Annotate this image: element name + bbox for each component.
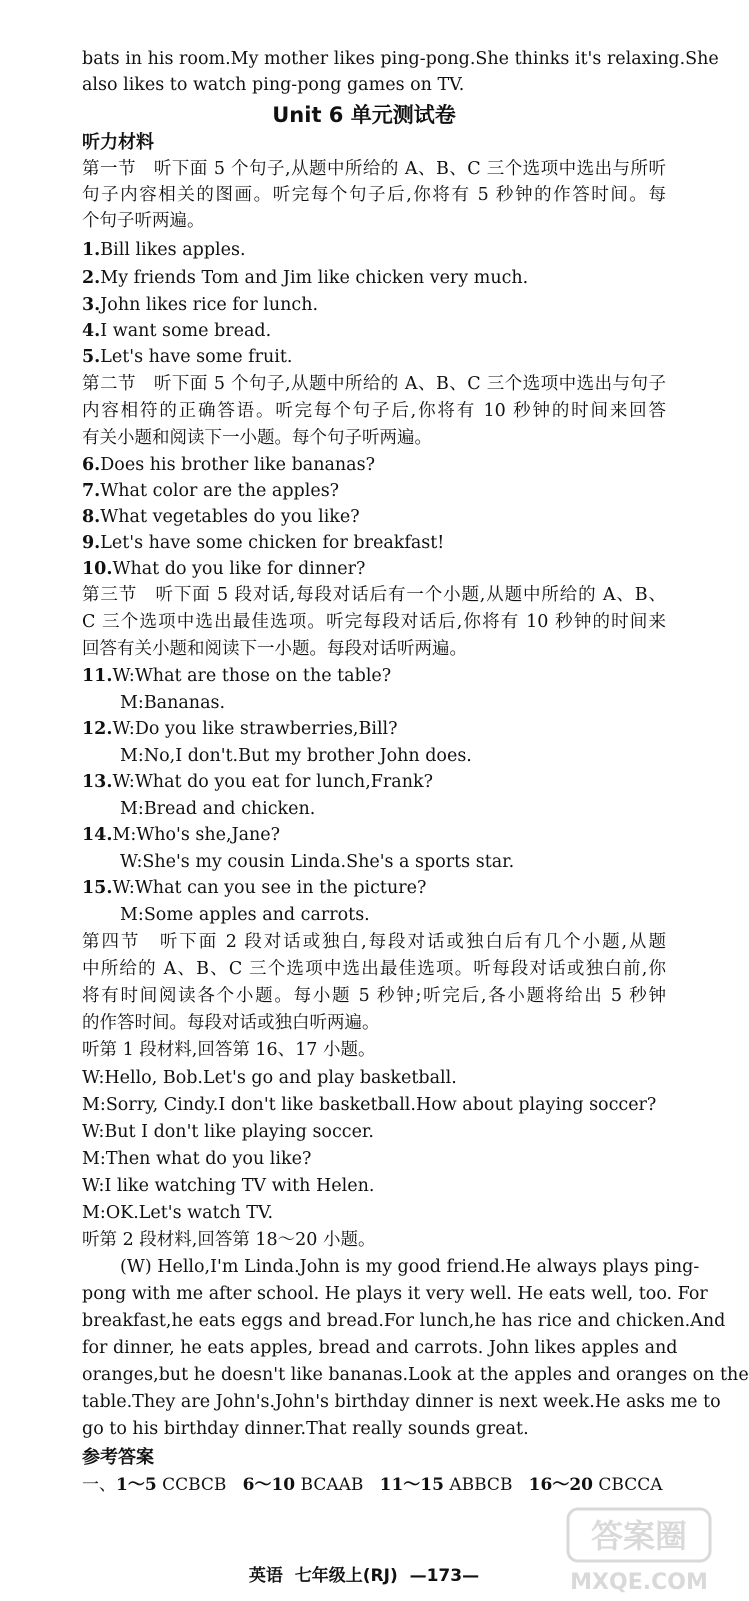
section1-instruction-line-3: 个句子听两遍。 [82,211,205,231]
item-number: 7. [82,481,101,501]
material2-line: table.They are John's.John's birthday dinner is next week.He asks me to [82,1392,721,1412]
material2-line: (W) Hello,I'm Linda.John is my good friend.He always plays ping- [120,1257,700,1277]
item-text: What color are the apples? [100,481,340,501]
watermark-url: MXQE.COM [570,1570,708,1595]
item-text: Let's have some chicken for breakfast! [100,533,445,553]
answer-range: 1～5 [116,1475,157,1495]
material2-line: go to his birthday dinner.That really sounds great. [82,1419,529,1439]
material1-line: W:Hello, Bob.Let's go and play basketball. [82,1068,457,1088]
item-number: 3. [82,295,101,315]
material2-line: breakfast,he eats eggs and bread.For lunch,he has rice and chicken.And [82,1311,726,1331]
answer-prefix: 一、 [82,1475,116,1495]
answer-range: 16～20 [528,1475,593,1495]
material1-line: M:OK.Let's watch TV. [82,1203,274,1223]
item-text: W:What can you see in the picture? [112,878,427,898]
footer-subject: 英语 [248,1566,283,1586]
answer-key [82,1472,666,1498]
item-number: 2. [82,268,101,288]
list-item [82,530,666,556]
material1-line: M:Then what do you like? [82,1149,312,1169]
dialogue-question [82,875,666,901]
item-text: My friends Tom and Jim like chicken very much. [100,268,529,288]
dialogue-answer: M:Bread and chicken. [120,799,316,819]
section3-instruction-line-1: 第三节 听下面 5 段对话,每段对话后有一个小题,从题中所给的 A、B、 [82,585,666,605]
item-text: W:What do you eat for lunch,Frank? [112,772,433,792]
listening-heading: 听力材料 [82,132,154,153]
list-item [82,478,666,504]
answer-keys: ABBCB [449,1475,513,1495]
item-text: What vegetables do you like? [100,507,360,527]
list-item [82,265,666,291]
item-number: 15. [82,878,113,898]
material1-line: W:But I don't like playing soccer. [82,1122,374,1142]
item-text: Bill likes apples. [100,240,246,260]
item-number: 6. [82,455,101,475]
watermark-logo [564,1505,714,1597]
dialogue-answer: W:She's my cousin Linda.She's a sports star. [120,852,515,872]
dialogue-question [82,822,666,848]
section1-instruction-line-2: 句子内容相关的图画。听完每个句子后,你将有 5 秒钟的作答时间。每 [82,185,666,205]
section2-instruction-line-3: 有关小题和阅读下一小题。每个句子听两遍。 [82,428,432,448]
page-title: Unit 6 单元测试卷 [272,103,456,127]
item-number: 5. [82,347,101,367]
watermark-logo-icon [564,1505,714,1597]
item-number: 11. [82,666,113,686]
material1-intro: 听第 1 段材料,回答第 16、17 小题。 [82,1040,376,1060]
material2-intro: 听第 2 段材料,回答第 18～20 小题。 [82,1230,376,1250]
list-item [82,318,666,344]
item-number: 10. [82,559,113,579]
answer-range: 11～15 [379,1475,444,1495]
answer-keys: BCAAB [300,1475,364,1495]
item-text: W:Do you like strawberries,Bill? [112,719,398,739]
item-text: Let's have some fruit. [100,347,293,367]
list-item [82,344,666,370]
material2-line: pong with me after school. He plays it very well. He eats well, too. For [82,1284,708,1304]
page-number: —173— [409,1566,480,1586]
item-text: Does his brother like bananas? [100,455,375,475]
item-text: I want some bread. [100,321,272,341]
list-item [82,237,666,263]
dialogue-question [82,716,666,742]
watermark-title: 答案圈 [590,1517,688,1555]
material1-line: M:Sorry, Cindy.I don't like basketball.How about playing soccer? [82,1095,657,1115]
material2-line: oranges,but he doesn't like bananas.Look at the apples and oranges on the [82,1365,749,1385]
answers-heading: 参考答案 [82,1447,154,1468]
answer-keys: CCBCB [162,1475,227,1495]
material1-line: W:I like watching TV with Helen. [82,1176,375,1196]
item-number: 4. [82,321,101,341]
item-number: 13. [82,772,113,792]
answer-keys: CBCCA [598,1475,663,1495]
item-text: What do you like for dinner? [112,559,366,579]
footer-grade: 七年级上(RJ) [294,1566,398,1586]
intro-line-1: bats in his room.My mother likes ping-pong.She thinks it's relaxing.She [82,49,719,69]
dialogue-question [82,663,666,689]
item-text: M:Who's she,Jane? [112,825,281,845]
list-item [82,556,666,582]
section3-instruction-line-2: C 三个选项中选出最佳选项。听完每段对话后,你将有 10 秒钟的时间来 [82,612,666,632]
section2-instruction-line-1: 第二节 听下面 5 个句子,从题中所给的 A、B、C 三个选项中选出与句子 [82,374,666,394]
section4-instruction-line-4: 的作答时间。每段对话或独白听两遍。 [82,1013,380,1033]
dialogue-answer: M:No,I don't.But my brother John does. [120,746,472,766]
list-item [82,292,666,318]
section1-instruction-line-1: 第一节 听下面 5 个句子,从题中所给的 A、B、C 三个选项中选出与所听 [82,159,666,179]
item-number: 1. [82,240,101,260]
dialogue-answer: M:Bananas. [120,693,226,713]
item-number: 14. [82,825,113,845]
list-item [82,452,666,478]
item-number: 12. [82,719,113,739]
section3-instruction-line-3: 回答有关小题和阅读下一小题。每段对话听两遍。 [82,639,467,659]
section2-instruction-line-2: 内容相符的正确答语。听完每个句子后,你将有 10 秒钟的时间来回答 [82,401,666,421]
dialogue-question [82,769,666,795]
section4-instruction-line-3: 将有时间阅读各个小题。每小题 5 秒钟;听完后,各小题将给出 5 秒钟 [82,986,666,1006]
item-text: John likes rice for lunch. [100,295,319,315]
dialogue-answer: M:Some apples and carrots. [120,905,370,925]
list-item [82,504,666,530]
material2-line: for dinner, he eats apples, bread and carrots. John likes apples and [82,1338,678,1358]
intro-line-2: also likes to watch ping-pong games on TV. [82,75,465,95]
section4-instruction-line-2: 中所给的 A、B、C 三个选项中选出最佳选项。听每段对话或独白前,你 [82,959,666,979]
answer-range: 6～10 [242,1475,296,1495]
item-text: W:What are those on the table? [112,666,392,686]
item-number: 9. [82,533,101,553]
section4-instruction-line-1: 第四节 听下面 2 段对话或独白,每段对话或独白后有几个小题,从题 [82,932,666,952]
item-number: 8. [82,507,101,527]
